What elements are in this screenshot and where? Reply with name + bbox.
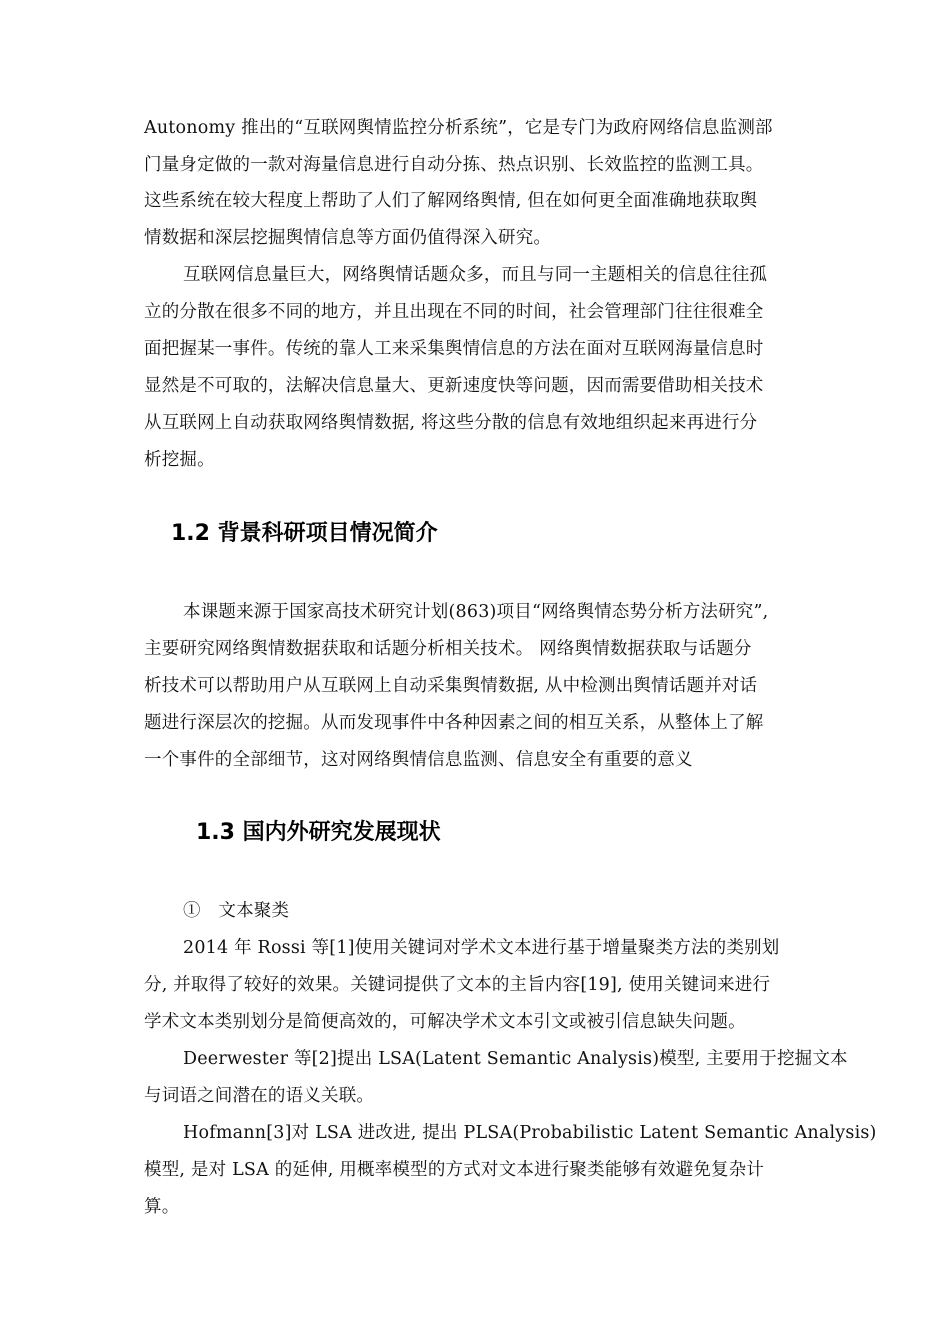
paragraph-line: 一个事件的全部细节，这对网络舆情信息监测、信息安全有重要的意义 [144,750,693,770]
paragraph-line: 面把握某一事件。传统的靠人工来采集舆情信息的方法在面对互联网海量信息时 [144,339,764,359]
list-item-text-clustering: ① 文本聚类 [183,901,290,921]
paragraph-line: Autonomy 推出的“互联网舆情监控分析系统”，它是专门为政府网络信息监测部 [144,118,773,138]
paragraph-line: 主要研究网络舆情数据获取和话题分析相关技术。 网络舆情数据获取与话题分 [144,639,752,659]
section-heading-1-2: 1.2 背景科研项目情况简介 [171,521,438,546]
paragraph-line: 立的分散在很多不同的地方，并且出现在不同的时间，社会管理部门往往很难全 [144,302,764,322]
paragraph-line: Deerwester 等[2]提出 LSA(Latent Semantic Analysis)模型, 主要用于挖掘文本 [183,1049,848,1069]
paragraph-line: 互联网信息量巨大，网络舆情话题众多，而且与同一主题相关的信息往往孤 [183,265,768,285]
paragraph-line: 算。 [144,1197,180,1217]
paragraph-line: 本课题来源于国家高技术研究计划(863)项目“网络舆情态势分析方法研究”, [183,602,769,622]
paragraph-line: 显然是不可取的，法解决信息量大、更新速度快等问题，因而需要借助相关技术 [144,376,764,396]
paragraph-line: 题进行深层次的挖掘。从而发现事件中各种因素之间的相互关系，从整体上了解 [144,713,764,733]
paragraph-line: 析挖掘。 [144,450,215,470]
paragraph-line: 学术文本类别划分是简便高效的，可解决学术文本引文或被引信息缺失问题。 [144,1012,746,1032]
paragraph-line: 与词语之间潜在的语义关联。 [144,1086,375,1106]
paragraph-line: 从互联网上自动获取网络舆情数据, 将这些分散的信息有效地组织起来再进行分 [144,413,758,433]
paragraph-line: 门量身定做的一款对海量信息进行自动分拣、热点识别、长效监控的监测工具。 [144,155,764,175]
paragraph-line: 2014 年 Rossi 等[1]使用关键词对学术文本进行基于增量聚类方法的类别划 [183,938,780,958]
paragraph-line: 分, 并取得了较好的效果。关键词提供了文本的主旨内容[19], 使用关键词来进行 [144,975,771,995]
section-heading-1-3: 1.3 国内外研究发展现状 [196,820,441,845]
paragraph-line: Hofmann[3]对 LSA 进改进, 提出 PLSA(Probabilistic Latent Semantic Analysis) [183,1123,877,1143]
paragraph-line: 这些系统在较大程度上帮助了人们了解网络舆情, 但在如何更全面准确地获取舆 [144,191,758,211]
paragraph-line: 模型, 是对 LSA 的延伸, 用概率模型的方式对文本进行聚类能够有效避免复杂计 [144,1160,765,1180]
paragraph-line: 析技术可以帮助用户从互联网上自动采集舆情数据, 从中检测出舆情话题并对话 [144,676,758,696]
paragraph-line: 情数据和深层挖掘舆情信息等方面仍值得深入研究。 [144,228,552,248]
